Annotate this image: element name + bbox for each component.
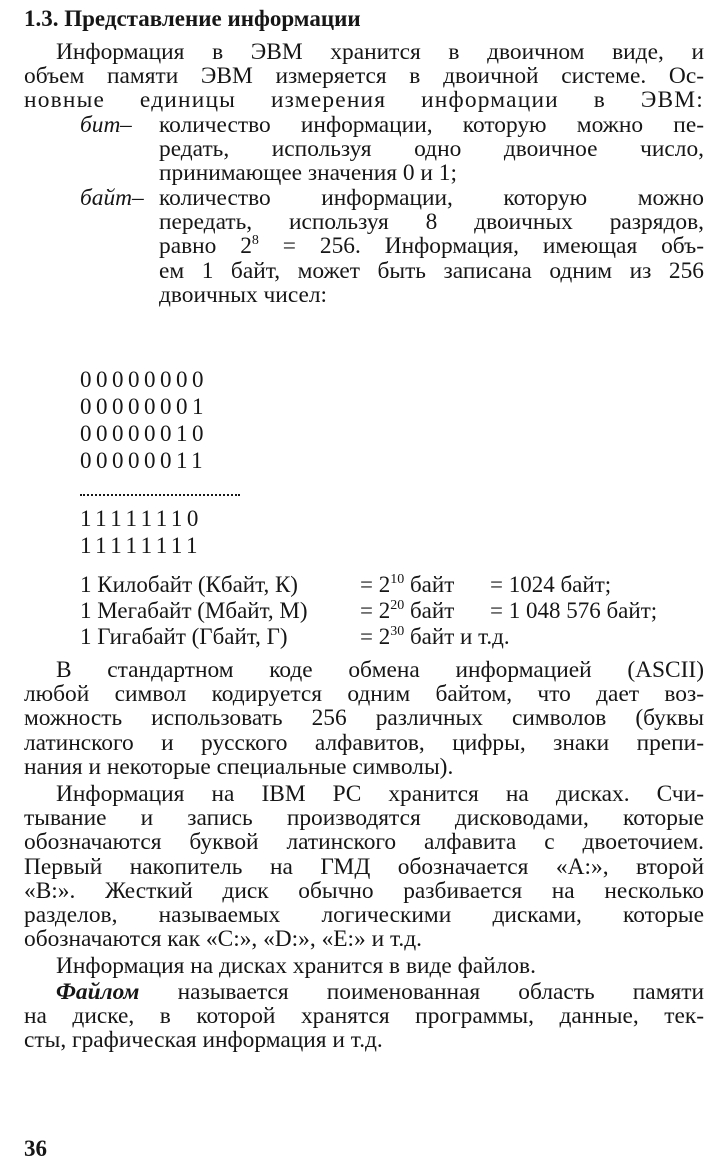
text-line: количество информации, которую можно пе- [159, 112, 704, 138]
binary-number: 00000001 [80, 394, 208, 419]
text-line: разделов, называемых логическими дисками, которые [24, 901, 704, 928]
exponent: 10 [390, 572, 405, 587]
files-paragraph [24, 954, 704, 978]
definition-dash: – [132, 185, 144, 211]
unit-power: = $2^{20}$ байт [360, 598, 455, 623]
definition-bit [80, 113, 704, 186]
text-line: обозначаются как «C:», «D:», «E:» и т.д. [24, 926, 423, 953]
text-line: принимающее значения 0 и 1; [159, 160, 457, 187]
text-line: нания и некоторые специальные символы). [24, 753, 454, 780]
text-line: В стандартном коде обмена информацией (ASCII) [56, 657, 704, 683]
text-line: сты, графическая информация и т.д. [24, 1027, 383, 1054]
definition-term: байт [80, 185, 133, 211]
binary-number: 11111111 [80, 533, 203, 558]
exponent: 8 [251, 233, 259, 249]
text-line: Файлом называется поименованная область памяти [56, 979, 704, 1005]
text-line: передать, используя 8 двоичных разрядов, [159, 209, 704, 236]
ellipsis-dotted-line [80, 494, 240, 496]
unit-power: = $2^{30}$ байт и т.д. [360, 624, 510, 649]
text-line: «B:». Жесткий диск обычно разбивается на несколько [24, 877, 704, 904]
exponent: 20 [390, 598, 405, 613]
definition-term: бит [80, 112, 121, 138]
definition-byte [80, 186, 704, 308]
binary-number: 00000010 [80, 421, 208, 446]
file-term: Файлом [56, 979, 140, 1005]
page-number: 36 [24, 1136, 47, 1161]
unit-name: 1 Гигабайт (Гбайт, Г) [80, 624, 288, 649]
text-line: тывание и запись производятся дисководами, которые [24, 805, 704, 832]
definition-text [159, 113, 704, 186]
definition-dash: – [120, 112, 132, 138]
text-line: Информация на IBM PC хранится на дисках. Счи- [56, 781, 704, 807]
text-line: можность использовать 256 различных символов (буквы [24, 705, 704, 732]
file-definition-paragraph [24, 980, 704, 1053]
binary-number: 00000011 [80, 448, 208, 473]
text-line: на диске, в которой хранятся программы, данные, тек- [24, 1003, 704, 1030]
text-line: любой символ кодируется одним байтом, что дает воз- [24, 681, 704, 708]
text-line: Первый накопитель на ГМД обозначается «A:», второй [24, 853, 704, 880]
text-line: количество информации, которую можно [159, 185, 704, 211]
binary-number: 00000000 [80, 367, 208, 392]
disk-paragraph [24, 782, 704, 951]
text-line: латинского и русского алфавитов, цифры, знаки препи- [24, 729, 704, 756]
text-line: ем 1 байт, может быть записана одним из 256 [159, 257, 704, 284]
text-line: обозначаются буквой латинского алфавита с двоеточием. [24, 829, 704, 856]
section-heading: 1.3. Представление информации [24, 6, 361, 31]
text-line: равно $2^8 = 256$. Информация, имеющая объ- [159, 233, 704, 260]
exponent: 30 [390, 624, 405, 639]
text-line: объем памяти ЭВМ измеряется в двоичной системе. Ос- [24, 63, 704, 90]
text-line: Информация на дисках хранится в виде файлов. [56, 953, 536, 979]
text-line: Информация в ЭВМ хранится в двоичном виде, и [56, 39, 704, 65]
text-line: новные единицы измерения информации в ЭВМ: [24, 87, 704, 114]
ascii-paragraph [24, 658, 704, 779]
text-line: редать, используя одно двоичное число, [159, 136, 704, 163]
unit-value: = 1 048 576 байт; [490, 598, 658, 623]
intro-paragraph [24, 40, 704, 113]
unit-name: 1 Килобайт (Кбайт, К) [80, 572, 298, 597]
binary-number: 11111110 [80, 506, 203, 531]
unit-name: 1 Мегабайт (Мбайт, М) [80, 598, 308, 623]
unit-value: = 1024 байт; [490, 572, 612, 597]
definition-text [159, 186, 704, 307]
text-line: двоичных чисел: [159, 281, 328, 308]
unit-power: = $2^{10}$ байт [360, 572, 455, 597]
